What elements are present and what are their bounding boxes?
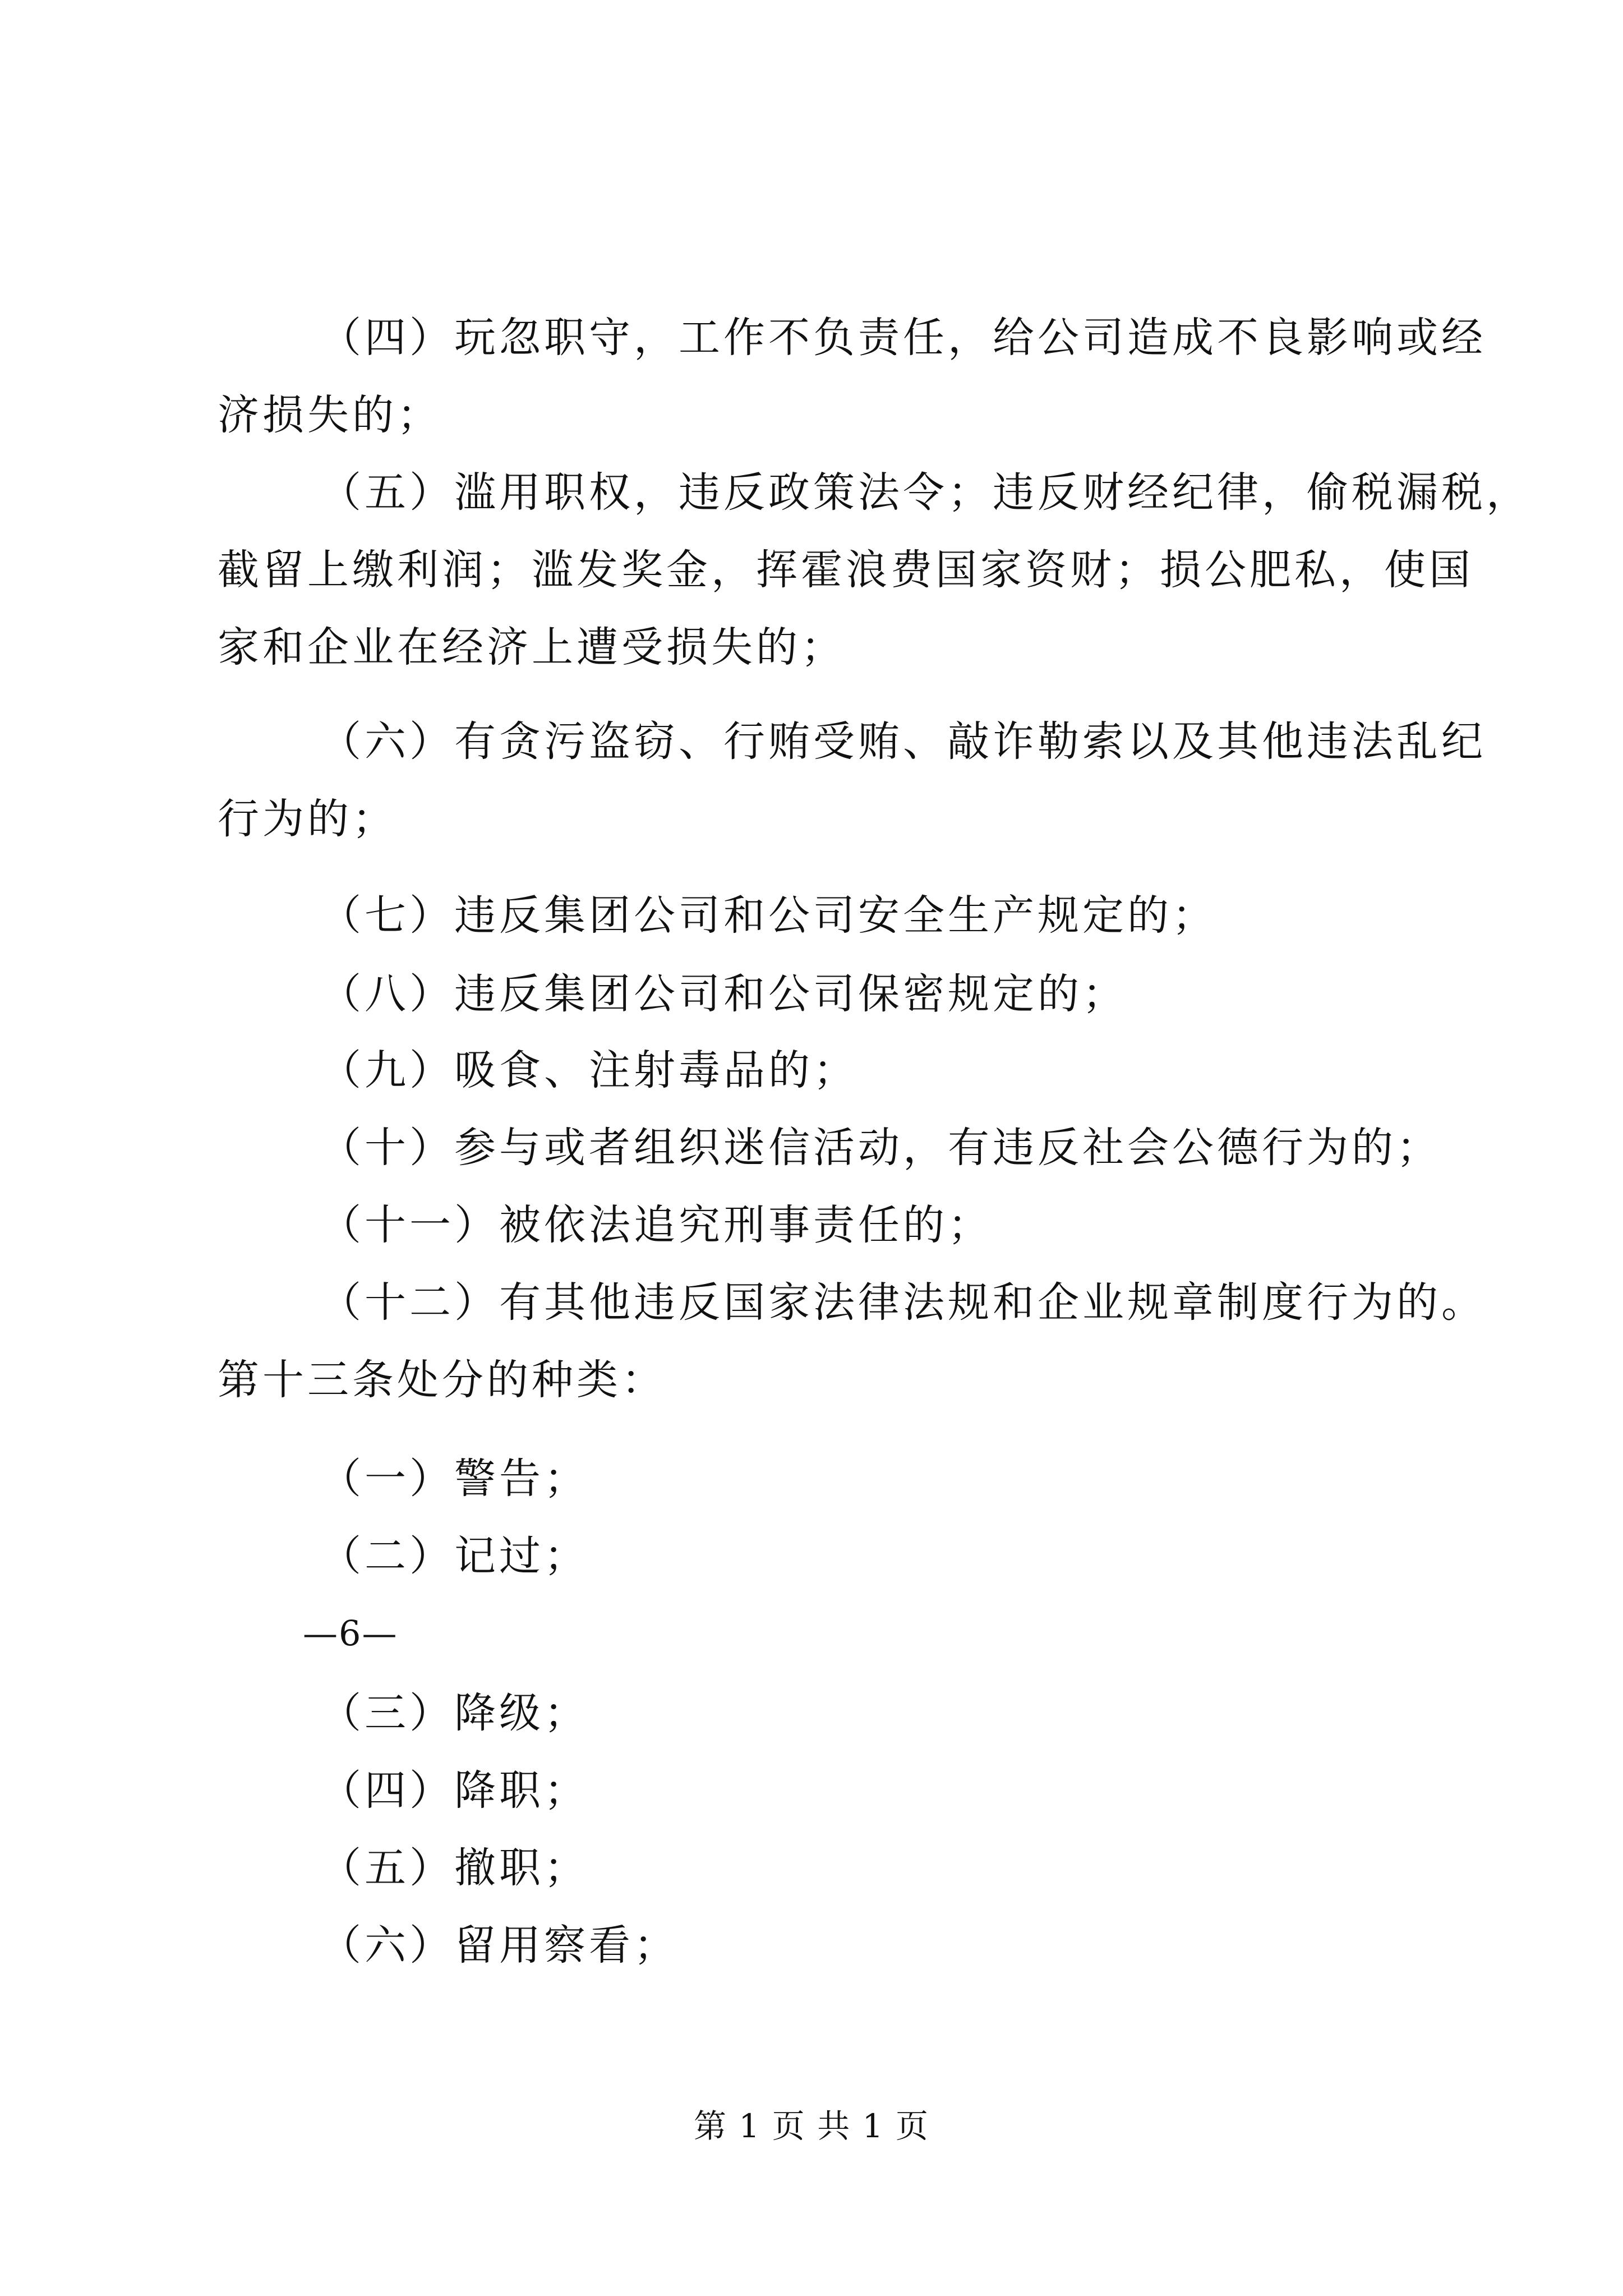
paragraph-line: （四）玩忽职守，工作不负责任，给公司造成不良影响或经 — [320, 314, 1486, 362]
paragraph-line: 行为的； — [218, 795, 397, 843]
paragraph-line: （十）参与或者组织迷信活动，有违反社会公德行为的； — [320, 1124, 1441, 1172]
paragraph-line: 济损失的； — [218, 391, 442, 439]
paragraph-line: （九）吸食、注射毒品的； — [320, 1046, 858, 1094]
paragraph-line: （四）降职； — [320, 1766, 589, 1815]
paragraph-line: （二）记过； — [320, 1532, 589, 1580]
paragraph-line: （六）留用察看； — [320, 1921, 679, 1970]
paragraph-line: （八）违反集团公司和公司保密规定的； — [320, 970, 1127, 1018]
paragraph-line: （一）警告； — [320, 1455, 589, 1503]
article-heading: 第十三条处分的种类： — [218, 1356, 666, 1404]
paragraph-line: （三）降级； — [320, 1689, 589, 1737]
paragraph-line: （五）滥用职权，违反政策法令；违反财经纪律，偷税漏税， — [320, 468, 1531, 517]
paragraph-line: （六）有贪污盗窃、行贿受贿、敲诈勒索以及其他违法乱纪 — [320, 717, 1486, 766]
paragraph-line: （十一）被依法追究刑事责任的； — [320, 1201, 993, 1249]
paragraph-line: （五）撤职； — [320, 1844, 589, 1892]
paragraph-line: 家和企业在经济上遭受损失的； — [218, 623, 846, 671]
inline-page-marker: —6— — [303, 1613, 398, 1654]
paragraph-line: （七）违反集团公司和公司安全生产规定的； — [320, 891, 1217, 940]
paragraph-line: （十二）有其他违反国家法律法规和企业规章制度行为的。 — [320, 1278, 1486, 1327]
page-footer: 第 1 页 共 1 页 — [694, 2107, 929, 2145]
paragraph-line: 截留上缴利润；滥发奖金，挥霍浪费国家资财；损公肥私，使国 — [218, 546, 1474, 594]
